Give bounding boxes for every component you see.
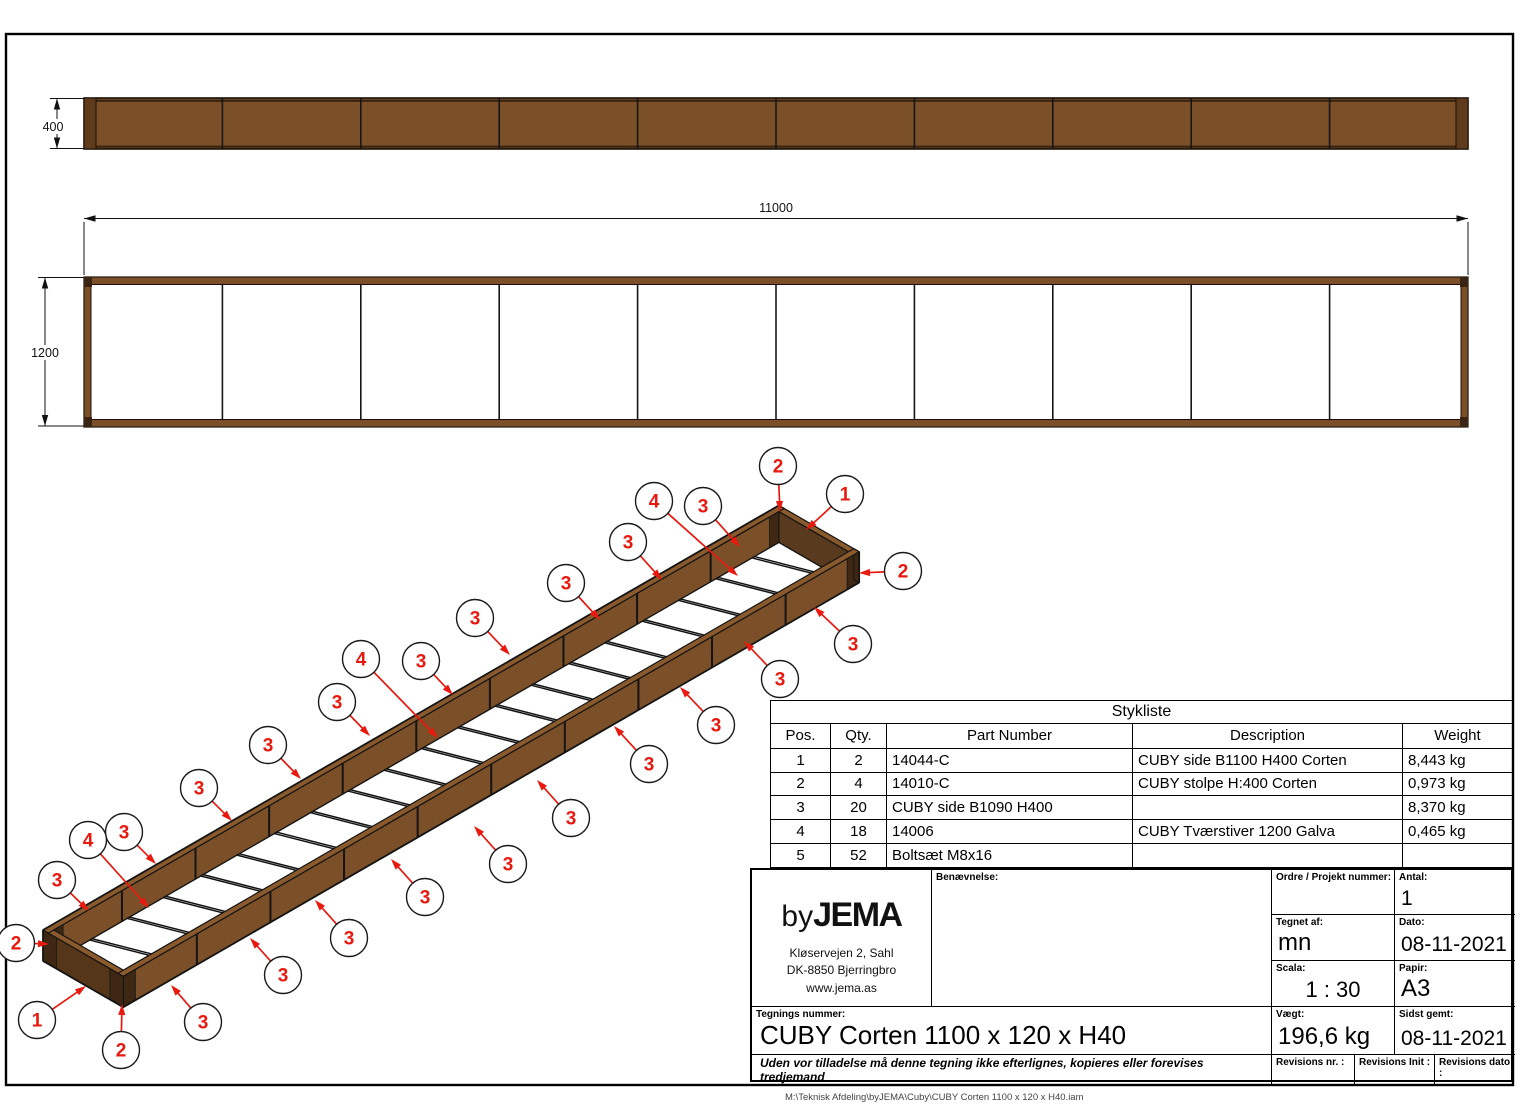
parts-table-cell: 52 xyxy=(831,844,887,868)
balloon-number: 3 xyxy=(774,669,786,691)
balloon-number: 3 xyxy=(262,735,274,757)
balloon-number: 3 xyxy=(343,928,355,950)
revisions-dato-label: Revisions dato : xyxy=(1439,1057,1511,1079)
balloon-3 xyxy=(457,600,511,656)
parts-column-header: Description xyxy=(1133,723,1403,748)
balloon-number: 4 xyxy=(648,491,660,513)
title-block xyxy=(750,868,1513,1082)
drawing-number-value: CUBY Corten 1100 x 120 x H40 xyxy=(760,1020,1127,1050)
antal-cell xyxy=(1395,870,1515,915)
parts-table-cell: 2 xyxy=(771,772,831,796)
dimension-1200 xyxy=(26,278,84,427)
parts-list-table xyxy=(770,700,1513,868)
scala-cell xyxy=(1272,961,1395,1007)
address-line-2: DK-8850 Bjerringbro xyxy=(786,963,897,978)
balloon-number: 3 xyxy=(118,822,130,844)
parts-table-cell: 0,973 kg xyxy=(1403,772,1513,796)
disclaimer-cell xyxy=(752,1055,1272,1084)
dim-400-text: 400 xyxy=(42,120,64,134)
parts-table-cell: 3 xyxy=(771,796,831,820)
vaegt-label: Vægt: xyxy=(1276,1009,1305,1020)
parts-table-cell: 20 xyxy=(831,796,887,820)
parts-table-cell: 0,465 kg xyxy=(1403,820,1513,844)
revisions-dato-cell xyxy=(1435,1055,1515,1084)
parts-table-cell: 8,370 kg xyxy=(1403,796,1513,820)
plan-corner-post xyxy=(1460,417,1468,427)
dato-value: 08-11-2021 xyxy=(1401,933,1507,956)
address-line-1: Kløservejen 2, Sahl xyxy=(789,945,894,960)
parts-table-cell: 5 xyxy=(771,844,831,868)
parts-table-cell: 4 xyxy=(831,772,887,796)
balloon-2 xyxy=(0,925,49,962)
parts-table-row xyxy=(771,796,1513,820)
byjema-logo xyxy=(752,896,931,935)
side-view xyxy=(84,98,1468,149)
scala-value: 1 : 30 xyxy=(1305,977,1361,1002)
vaegt-cell xyxy=(1272,1007,1395,1055)
plan-right-wall xyxy=(1461,277,1468,427)
balloon-number: 3 xyxy=(197,1012,209,1034)
balloon-3 xyxy=(250,938,302,994)
balloon-3 xyxy=(181,770,233,822)
logo-cell xyxy=(752,870,932,1007)
plan-view xyxy=(84,277,1468,427)
balloon-3 xyxy=(537,780,590,837)
parts-table-cell: CUBY side B1090 H400 xyxy=(887,796,1133,820)
balloon-3 xyxy=(106,814,157,865)
scala-label: Scala: xyxy=(1276,963,1306,974)
balloon-number: 3 xyxy=(415,651,427,673)
plan-corner-post xyxy=(84,417,92,427)
dato-label: Dato: xyxy=(1399,917,1425,928)
balloon-number: 3 xyxy=(51,870,63,892)
parts-table-cell: CUBY side B1100 H400 Corten xyxy=(1133,748,1403,772)
parts-column-header: Weight xyxy=(1403,723,1513,748)
plan-left-wall xyxy=(84,277,91,427)
balloon-3 xyxy=(171,985,222,1041)
plan-corner-post xyxy=(84,277,92,287)
balloon-number: 3 xyxy=(710,715,722,737)
ordre-label: Ordre / Projekt nummer: xyxy=(1276,872,1392,883)
papir-label: Papir: xyxy=(1399,963,1428,974)
balloon-2 xyxy=(103,1004,140,1069)
balloon-number: 3 xyxy=(560,573,572,595)
parts-table-cell: 14010-C xyxy=(887,772,1133,796)
balloon-2 xyxy=(859,553,922,590)
balloon-number: 3 xyxy=(565,808,577,830)
parts-list-header-row xyxy=(771,723,1513,748)
sidst-gemt-cell xyxy=(1395,1007,1515,1055)
plan-top-wall xyxy=(84,277,1468,285)
dim-11000-text: 11000 xyxy=(759,201,793,215)
balloon-number: 2 xyxy=(897,561,909,583)
balloon-number: 3 xyxy=(469,608,481,630)
balloon-3 xyxy=(403,643,454,696)
parts-table-row xyxy=(771,844,1513,868)
parts-table-cell: 18 xyxy=(831,820,887,844)
balloon-3 xyxy=(548,565,601,621)
papir-cell xyxy=(1395,961,1515,1007)
revisions-nr-label: Revisions nr. : xyxy=(1276,1057,1345,1068)
tegnings-nummer-label: Tegnings nummer: xyxy=(756,1009,846,1020)
tegnet-af-cell xyxy=(1272,915,1395,961)
balloon-number: 1 xyxy=(839,484,851,506)
plan-corner-post xyxy=(1460,277,1468,287)
parts-table-cell: 4 xyxy=(771,820,831,844)
tegnet-af-label: Tegnet af: xyxy=(1276,917,1324,928)
parts-table-row xyxy=(771,772,1513,796)
parts-table-cell: Boltsæt M8x16 xyxy=(887,844,1133,868)
parts-table-row xyxy=(771,748,1513,772)
side-view-right-post xyxy=(1456,98,1468,149)
leader-arrowhead xyxy=(859,569,870,576)
balloon-3 xyxy=(474,826,527,883)
dim-1200-text: 1200 xyxy=(31,346,59,360)
parts-table-cell: 2 xyxy=(831,748,887,772)
balloon-number: 2 xyxy=(10,933,22,955)
parts-table-cell: 1 xyxy=(771,748,831,772)
leader-arrowhead xyxy=(75,986,86,995)
balloon-number: 2 xyxy=(772,456,784,478)
balloon-3 xyxy=(315,900,368,957)
parts-table-cell xyxy=(1403,844,1513,868)
balloon-number: 1 xyxy=(31,1010,43,1032)
balloon-number: 4 xyxy=(82,830,94,852)
company-address xyxy=(752,945,931,997)
balloon-number: 2 xyxy=(115,1040,127,1062)
papir-value: A3 xyxy=(1401,975,1431,1002)
antal-label: Antal: xyxy=(1399,872,1428,883)
balloon-number: 3 xyxy=(697,496,709,518)
balloon-3 xyxy=(39,862,90,912)
ordre-cell xyxy=(1272,870,1395,915)
balloon-number: 3 xyxy=(502,854,514,876)
parts-column-header: Part Number xyxy=(887,723,1133,748)
balloon-number: 3 xyxy=(622,532,634,554)
address-line-3: www.jema.as xyxy=(806,980,877,995)
logo-jema-text: JEMA xyxy=(813,896,902,934)
tegnet-af-value: mn xyxy=(1278,929,1312,956)
vaegt-value: 196,6 kg xyxy=(1278,1023,1371,1050)
dato-cell xyxy=(1395,915,1515,961)
benaevnelse-label: Benævnelse: xyxy=(936,872,999,883)
file-path: M:\Teknisk Afdeling\byJEMA\Cuby\CUBY Corten 1100 x 120 x H40.iam xyxy=(785,1092,1084,1103)
revisions-init-label: Revisions Init : xyxy=(1359,1057,1431,1068)
balloon-2 xyxy=(760,448,797,513)
balloon-number: 3 xyxy=(643,754,655,776)
revisions-init-cell xyxy=(1355,1055,1435,1084)
side-view-left-post xyxy=(84,98,96,149)
sidst-gemt-label: Sidst gemt: xyxy=(1399,1009,1454,1020)
balloon-3 xyxy=(680,687,735,744)
logo-by-text: by xyxy=(781,900,814,933)
parts-table-cell: 14044-C xyxy=(887,748,1133,772)
parts-table-cell: CUBY Tværstiver 1200 Galva xyxy=(1133,820,1403,844)
antal-value: 1 xyxy=(1401,887,1413,910)
balloon-3 xyxy=(614,726,668,783)
dimension-11000 xyxy=(84,201,1468,275)
dimension-400 xyxy=(39,99,84,149)
benaevnelse-cell xyxy=(932,870,1272,1007)
balloon-number: 3 xyxy=(331,692,343,714)
parts-list-title: Stykliste xyxy=(771,701,1513,724)
balloon-3 xyxy=(744,641,799,698)
balloon-number: 3 xyxy=(193,778,205,800)
tegnings-nummer-cell xyxy=(752,1007,1272,1055)
balloon-number: 4 xyxy=(355,649,367,671)
balloon-3 xyxy=(391,859,444,916)
parts-column-header: Qty. xyxy=(831,723,887,748)
balloon-3 xyxy=(610,524,663,581)
parts-table-cell: CUBY stolpe H:400 Corten xyxy=(1133,772,1403,796)
parts-table-cell: 14006 xyxy=(887,820,1133,844)
balloon-3 xyxy=(250,727,302,780)
parts-column-header: Pos. xyxy=(771,723,831,748)
disclaimer-text: Uden vor tilladelse må denne tegning ikke efterlignes, kopieres eller forevises tredjemand xyxy=(760,1055,1204,1084)
revisions-nr-cell xyxy=(1272,1055,1355,1084)
balloon-3 xyxy=(319,684,371,737)
parts-table-row xyxy=(771,820,1513,844)
balloon-number: 3 xyxy=(419,887,431,909)
isometric-view xyxy=(43,505,859,1007)
balloon-number: 3 xyxy=(847,634,859,656)
parts-table-cell xyxy=(1133,796,1403,820)
plan-bottom-wall xyxy=(84,420,1468,428)
sidst-gemt-value: 08-11-2021 xyxy=(1401,1027,1507,1050)
parts-table-cell xyxy=(1133,844,1403,868)
balloon-3 xyxy=(685,488,741,548)
balloon-1 xyxy=(19,986,87,1039)
parts-table-cell: 8,443 kg xyxy=(1403,748,1513,772)
balloon-3 xyxy=(814,607,872,663)
balloon-number: 3 xyxy=(277,965,289,987)
balloon-1 xyxy=(806,476,864,531)
